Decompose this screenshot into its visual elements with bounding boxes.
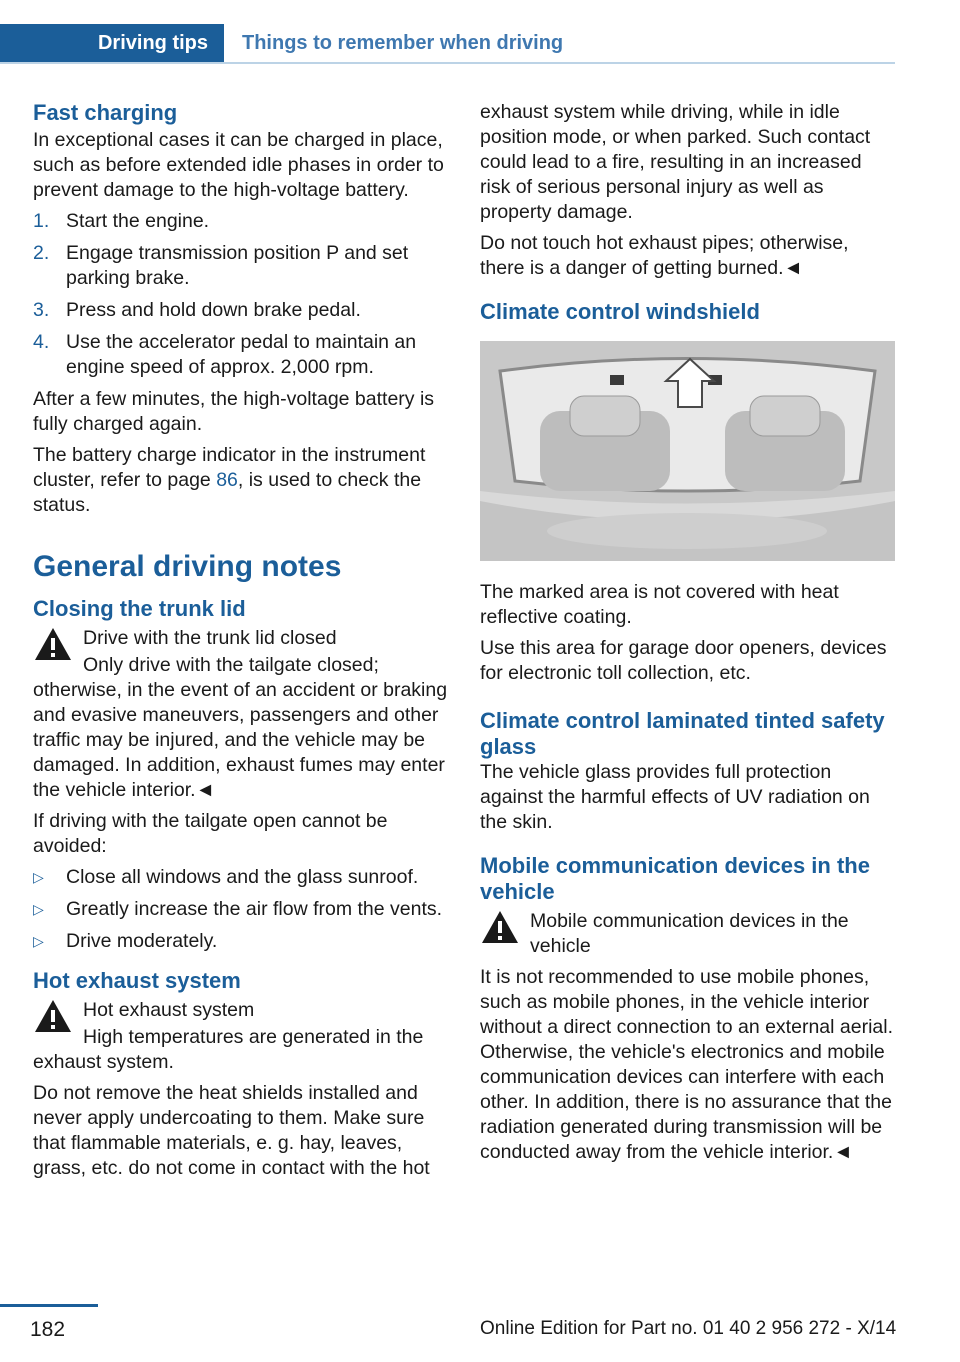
charging-steps (33, 209, 449, 380)
page-number: 182 (30, 1318, 66, 1341)
chapter-title: Things to remember when driving (242, 32, 564, 54)
use-area-text: Use this area for garage door openers, devices for electronic toll collection, etc. (480, 637, 887, 684)
warning-icon (480, 909, 520, 945)
tailgate-bullets (33, 865, 449, 954)
list-item: 3. Press and hold down brake pedal. (33, 299, 361, 321)
tailgate-intro: If driving with the tailgate open cannot be avoided: (33, 810, 388, 857)
warning-icon (33, 998, 73, 1034)
trunk-title: Closing the trunk lid (33, 596, 246, 621)
indicator-text: The battery charge indicator in the instrument cluster, refer to page 86, is used to check the status. (33, 444, 426, 516)
windshield-illustration (480, 341, 895, 561)
exhaust-title: Hot exhaust system (33, 968, 241, 993)
exhaust-text: Do not remove the heat shields installed and never apply undercoating to them. Make sure that flammable materials, e. g. hay, leaves, grass, etc. do not come in contact with the hot (33, 1082, 430, 1179)
list-item: ▷ Drive moderately. (33, 930, 218, 952)
after-steps-text: After a few minutes, the high-voltage battery is fully charged again. (33, 388, 435, 435)
list-item: 2. Engage transmission position P and set parking brake. (33, 242, 409, 289)
section-tab: Driving tips (0, 24, 224, 62)
footer-rule (0, 1304, 98, 1307)
list-item: ▷ Close all windows and the glass sunroof. (33, 866, 419, 888)
mobile-title: Mobile communication devices in the vehicle (480, 853, 870, 904)
page-link[interactable]: 86 (216, 469, 238, 491)
mobile-warning: Mobile communication devices in the vehicle (480, 909, 895, 959)
marked-area-text: The marked area is not covered with heat reflective coating. (480, 581, 839, 628)
exhaust-continued: exhaust system while driving, while in idle position mode, or when parked. Such contact could lead to a fire, resulting in an increased risk of serious personal injury as well as property damage. (480, 101, 871, 223)
list-item: 1. Start the engine. (33, 210, 210, 232)
left-column (33, 100, 449, 1187)
warning-icon (33, 626, 73, 662)
trunk-warning: Drive with the trunk lid closed Only drive with the tailgate closed; otherwise, in the event of an accident or braking and evasive maneuvers, passengers and other traffic may be injured, and the vehicle may be damaged. In addition, exhaust fumes may enter the vehicle interior.◄ (33, 627, 448, 801)
list-item: 4. Use the accelerator pedal to maintain an engine speed of approx. 2,000 rpm. (33, 331, 417, 378)
list-item: ▷ Greatly increase the air flow from the vents. (33, 898, 443, 920)
page-header (0, 24, 895, 64)
edition-text: Online Edition for Part no. 01 40 2 956 272 - X/14 (480, 1318, 897, 1339)
windshield-title: Climate control windshield (480, 299, 760, 324)
exhaust-pipes-text: Do not touch hot exhaust pipes; otherwise, there is a danger of getting burned.◄ (480, 232, 849, 279)
glass-title: Climate control laminated tinted safety glass (480, 708, 885, 759)
exhaust-warning: Hot exhaust system High temperatures are generated in the exhaust system. (33, 999, 424, 1073)
general-driving-title: General driving notes (33, 550, 342, 583)
fast-charging-title: Fast charging (33, 100, 178, 125)
mobile-text: It is not recommended to use mobile phones, such as mobile phones, in the vehicle interior without a direct connection to an external aerial. Otherwise, the vehicle's electronics and mobile communication devices can interfere with each other. In addition, there is no assurance that the radiation generated during transmission will be conducted away from the vehicle interior.◄ (480, 966, 893, 1163)
right-column (480, 100, 895, 1171)
glass-text: The vehicle glass provides full protection against the harmful effects of UV radiation on the skin. (480, 761, 870, 833)
fast-charging-intro: In exceptional cases it can be charged in place, such as before extended idle phases in order to prevent damage to the high-voltage battery. (33, 129, 444, 201)
